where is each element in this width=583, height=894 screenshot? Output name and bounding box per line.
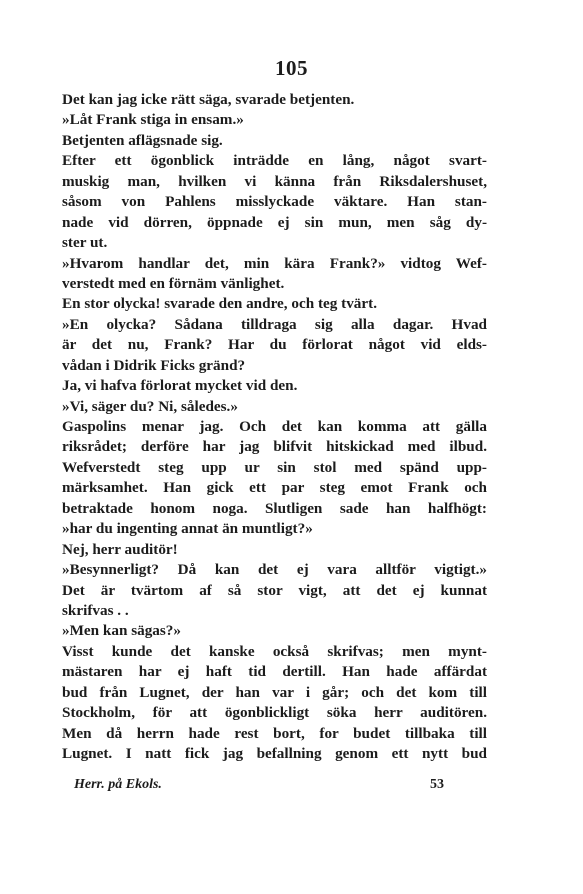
text-line: riksrådet; derföre har jag blifvit hitskickad med ilbud. (62, 438, 487, 456)
text-line: Nej, herr auditör! (62, 540, 178, 558)
signature-mark: 53 (430, 777, 444, 792)
text-line: Det kan jag icke rätt säga, svarade betjenten. (62, 91, 355, 108)
text-line: märksamhet. Han gick ett par steg emot Frank och (62, 479, 487, 497)
text-line: »Låt Frank stiga in ensam.» (62, 111, 244, 129)
text-line: Efter ett ögonblick inträdde en lång, något svart- (62, 152, 487, 170)
text-line: Betjenten aflägsnade sig. (62, 131, 223, 149)
text-line: Men då herrn hade rest bort, for budet tillbaka till (62, 724, 487, 742)
page-footer (62, 773, 487, 795)
text-line: »Hvarom handlar det, min kära Frank?» vidtog Wef- (62, 254, 487, 272)
text-line: vådan i Didrik Ficks gränd? (62, 356, 246, 374)
body-text (62, 90, 487, 764)
text-line: Lugnet. I natt fick jag befallning genom ett nytt bud (62, 745, 487, 762)
text-line: »har du ingenting annat än muntligt?» (62, 520, 313, 538)
text-line: verstedt med en förnäm vänlighet. (62, 274, 285, 292)
text-line: »Vi, säger du? Ni, således.» (62, 397, 238, 415)
text-line: mästaren har ej haft tid dertill. Han hade affärdat (62, 663, 487, 681)
text-line: Gaspolins menar jag. Och det kan komma att gälla (62, 418, 487, 435)
text-line: »Besynnerligt? Då kan det ej vara alltför vigtigt.» (62, 561, 487, 579)
text-line: skrifvas . . (62, 601, 129, 619)
text-line: Det är tvärtom af så stor vigt, att det ej kunnat (62, 581, 487, 599)
text-line: Visst kunde det kanske också skrifvas; men mynt- (62, 642, 487, 660)
text-line: Stockholm, för att ögonblickligt söka herr auditören. (62, 704, 487, 722)
text-line: ster ut. (62, 234, 108, 252)
text-line: Wefverstedt steg upp ur sin stol med spänd upp- (62, 458, 487, 476)
text-line: »En olycka? Sådana tilldraga sig alla dagar. Hvad (62, 315, 487, 333)
text-line: nade vid dörren, öppnade ej sin mun, men såg dy- (62, 213, 487, 231)
text-line: är det nu, Frank? Har du förlorat något vid elds- (62, 336, 487, 354)
text-line: bud från Lugnet, der han var i går; och det kom till (62, 683, 487, 701)
text-line: »Men kan sägas?» (62, 622, 181, 640)
printer-signature: Herr. på Ekols. (74, 777, 162, 792)
text-line: betraktade honom noga. Slutligen sade han halfhögt: (62, 499, 487, 517)
text-line: såsom von Pahlens misslyckade väktare. Han stan- (62, 193, 487, 211)
text-line: muskig man, hvilken vi känna från Riksdalershuset, (62, 172, 487, 190)
page-number: 105 (275, 56, 308, 80)
text-line: Ja, vi hafva förlorat mycket vid den. (62, 377, 298, 395)
text-line: En stor olycka! svarade den andre, och teg tvärt. (62, 295, 377, 313)
